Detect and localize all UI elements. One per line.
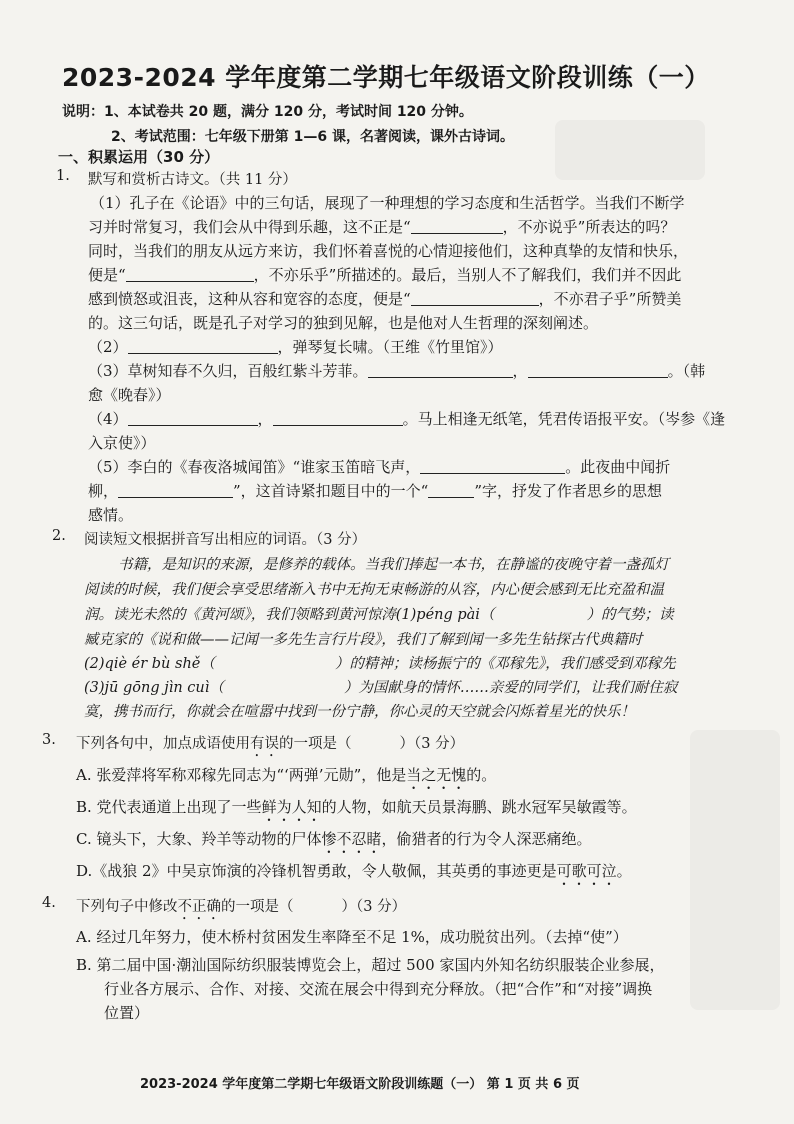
question-3-number: 3. [42, 732, 56, 748]
q1-part4-line2: 入京使》） [88, 434, 156, 452]
question-2-number: 2. [52, 528, 66, 544]
q3-option-d [76, 860, 632, 889]
q2-passage-line1: 书籍，是知识的来源，是修养的载体。当我们捧起一本书，在静谧的夜晚守着一盏孤灯 [118, 557, 669, 573]
text-segment: (2)qiè ér bù shě（ [84, 656, 215, 672]
text-segment: 的。 [466, 766, 497, 784]
q3-option-a [76, 764, 496, 793]
q1-part5 [88, 456, 670, 477]
q1-part3 [88, 360, 705, 381]
text-segment: ，偷猎者的行为令人深恶痛绝。 [381, 830, 592, 848]
q1-part5-line2 [88, 480, 662, 501]
text-segment: ，弹琴复长啸。（王维《竹里馆》） [277, 338, 503, 356]
q1-part4 [88, 408, 725, 429]
q4-option-a: A. 经过几年努力，使木桥村贫困发生率降至不足 1%，成功脱贫出列。（去掉“使”） [76, 928, 628, 946]
question-2-stem: 阅读短文根据拼音写出相应的词语。（3 分） [84, 532, 367, 548]
answer-blank[interactable] [126, 266, 254, 282]
text-segment: 下列句子中修改 [76, 899, 178, 915]
q4-option-b-line3: 位置） [104, 1004, 150, 1022]
q1-part2 [88, 336, 503, 357]
answer-blank[interactable] [411, 290, 539, 306]
text-segment: D.《战狼 2》中吴京饰演的冷锋机智勇敢，令人敬佩，其英勇的事迹更是 [76, 862, 557, 880]
text-segment: （4） [88, 410, 128, 428]
text-segment: ，不亦说乎”所表达的吗？ [502, 218, 676, 236]
text-segment: 润。读光未然的《黄河颂》，我们领略到黄河惊涛(1)péng pài（ [84, 607, 495, 623]
text-segment: ）（3 分） [341, 899, 407, 915]
text-segment: 习并时常复习，我们会从中得到乐趣，这不正是“ [88, 218, 411, 236]
text-segment: ，不亦君子乎”所赞美 [538, 290, 682, 308]
q1-part1-line6: 的。这三句话，既是孔子对学习的独到见解，也是他对人生哲理的深刻阐述。 [88, 314, 599, 332]
text-segment: 感到愤怒或沮丧，这种从容和宽容的态度，便是“ [88, 290, 411, 308]
q1-part3-line2: 愈《晚春》） [88, 386, 171, 404]
answer-blank[interactable] [420, 458, 565, 474]
q1-part5-line3: 感情。 [88, 506, 134, 524]
answer-blank[interactable] [118, 482, 233, 498]
q3-option-c [76, 828, 592, 857]
text-segment: 下列各句中，加点成语使用 [76, 736, 250, 752]
text-segment: （3）草树知春不久归，百般红紫斗芳菲。 [88, 362, 368, 380]
text-segment: 的一项是（ [279, 736, 352, 752]
text-segment: ）为国献身的情怀……亲爱的同学们，让我们耐住寂 [343, 680, 678, 696]
q4-option-b-line1: B. 第二届中国·潮汕国际纺织服装博览会上，超过 500 家国内外知名纺织服装企业参展， [76, 956, 665, 974]
q4-option-b-line2: 行业各方展示、合作、对接、交流在展会中得到充分释放。（把“合作”和“对接”调换 [104, 980, 653, 998]
text-segment: C. 镜头下，大象、羚羊等动物的尸体 [76, 830, 322, 848]
text-segment: ”，这首诗紧扣题目中的一个“ [233, 482, 429, 500]
answer-blank[interactable] [411, 218, 503, 234]
text-segment: 。马上相逢无纸笔，凭君传语报平安。（岑参《逢 [402, 410, 726, 428]
text-segment: 的一项是（ [221, 899, 294, 915]
text-segment: ）的精神；读杨振宁的《邓稼先》，我们感受到邓稼先 [334, 656, 676, 672]
emphasis-text: 鲜为人知 [261, 798, 322, 816]
text-segment: （2） [88, 338, 128, 356]
question-4-stem [76, 895, 406, 923]
answer-blank[interactable] [273, 410, 403, 426]
emphasis-text: 不正确 [177, 899, 221, 915]
answer-blank[interactable] [528, 362, 668, 378]
text-segment: A. 张爱萍将军称邓稼先同志为“‘两弹’元勋”，他是 [76, 766, 407, 784]
q1-part1-line1: （1）孔子在《论语》中的三句话，展现了一种理想的学习态度和生活哲学。当我们不断学 [90, 194, 685, 212]
text-segment: (3)jū gōng jìn cuì（ [84, 680, 224, 696]
q1-part1-line3: 同时，当我们的朋友从远方来访，我们怀着喜悦的心情迎接他们，这种真挚的友情和快乐， [88, 242, 689, 260]
emphasis-text: 惨不忍睹 [321, 830, 382, 848]
text-segment: 。 [616, 862, 632, 880]
text-segment: 的人物，如航天员景海鹏、跳水冠军吴敏霞等。 [321, 798, 637, 816]
q2-passage-line2: 阅读的时候，我们便会享受思绪渐入书中无拘无束畅游的从容，内心便会感到无比充盈和温 [84, 582, 664, 598]
exam-note-2: 2、考试范围：七年级下册第 1—6 课，名著阅读，课外古诗词。 [111, 129, 514, 145]
q2-passage-line4: 臧克家的《说和做——记闻一多先生言行片段》，我们了解到闻一多先生钻探古代典籍时 [84, 632, 643, 648]
page-footer: 2023-2024 学年度第二学期七年级语文阶段训练题（一） 第 1 页 共 6 页 [140, 1077, 580, 1092]
page-title: 2023-2024 学年度第二学期七年级语文阶段训练（一） [62, 63, 710, 92]
text-segment: （5）李白的《春夜洛城闻笛》“谁家玉笛暗飞声， [88, 458, 421, 476]
emphasis-text: 有误 [250, 736, 279, 752]
text-segment: 。此夜曲中闻折 [565, 458, 671, 476]
text-segment: 。（韩 [667, 362, 706, 380]
answer-blank[interactable] [128, 410, 258, 426]
question-1-stem: 默写和赏析古诗文。（共 11 分） [88, 172, 297, 188]
emphasis-text: 可歌可泣 [556, 862, 617, 880]
q1-part1-line2 [88, 216, 675, 237]
text-segment: ， [512, 362, 528, 380]
q1-part1-line4 [88, 264, 681, 285]
text-segment: ， [257, 410, 273, 428]
q2-passage-line3 [84, 603, 673, 624]
answer-blank[interactable] [428, 482, 474, 498]
text-segment: B. 党代表通道上出现了一些 [76, 798, 262, 816]
answer-blank[interactable] [368, 362, 513, 378]
question-1-number: 1. [56, 168, 70, 184]
question-4-number: 4. [42, 895, 56, 911]
emphasis-text: 当之无愧 [406, 766, 467, 784]
q2-passage-line7: 寞，携书而行，你就会在喧嚣中找到一份宁静，你心灵的天空就会闪烁着星光的快乐！ [84, 704, 635, 720]
answer-blank[interactable] [128, 338, 278, 354]
text-segment: 柳， [88, 482, 119, 500]
text-segment: ）（3 分） [399, 736, 465, 752]
question-3-stem [76, 732, 464, 760]
q2-passage-line5 [84, 652, 676, 673]
q3-option-b [76, 796, 637, 825]
text-segment: 便是“ [88, 266, 126, 284]
exam-note-1: 说明：1、本试卷共 20 题，满分 120 分，考试时间 120 分钟。 [62, 104, 473, 120]
section-title: 一、积累运用（30 分） [58, 148, 220, 166]
text-segment: ）的气势；读 [586, 607, 674, 623]
text-segment: ”字，抒发了作者思乡的思想 [474, 482, 663, 500]
text-segment: ，不亦乐乎”所描述的。最后，当别人不了解我们，我们并不因此 [253, 266, 682, 284]
q2-passage-line6 [84, 676, 677, 697]
q1-part1-line5 [88, 288, 681, 309]
